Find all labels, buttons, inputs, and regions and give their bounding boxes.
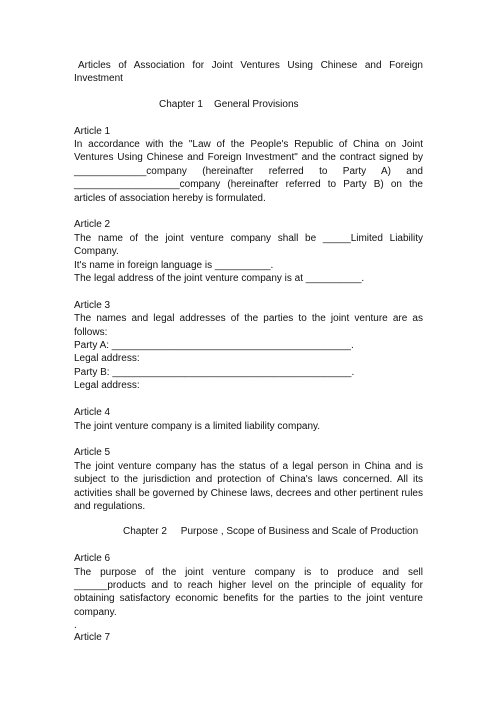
party-a-line: Party A: ___________________________________________. [74, 340, 354, 352]
chapter-1-heading: Chapter 1 General Provisions [159, 98, 299, 110]
article-intro: The names and legal addresses of the parties to the joint venture are as follows: [74, 313, 423, 338]
article-5 [74, 446, 423, 513]
document-title: Articles of Association for Joint Ventures Using Chinese and Foreign Investment [74, 60, 423, 85]
article-text: The purpose of the joint venture company is to produce and sell ______products and to reach higher level on the principle of equality for obtaining satisfactory economic benefits for the parties to the joint venture company. [74, 566, 423, 618]
article-heading: Article 1 [74, 125, 111, 137]
article-heading: Article 2 [74, 219, 111, 231]
article-text: In accordance with the "Law of the People's Republic of China on Joint Ventures Using Chinese and Foreign Investment" and the contract signed by _____________company (hereinafter referred to Party A) and ___________________company (hereinafter referred to Party B) on the articles of association hereby is formulated. [74, 139, 423, 204]
party-b-line: Party B: ___________________________________________. [74, 366, 355, 378]
article-3 [74, 299, 423, 393]
article-1 [74, 125, 423, 205]
article-4 [74, 406, 423, 433]
party-b-legal-address: Legal address: [74, 380, 140, 392]
chapter-2-heading: Chapter 2 Purpose , Scope of Business and Scale of Production [123, 526, 419, 538]
article-heading: Article 5 [74, 447, 111, 459]
party-a-legal-address: Legal address: [74, 353, 140, 365]
article-2 [74, 218, 423, 285]
legal-address-line: The legal address of the joint venture company is at __________. [74, 273, 365, 285]
article-text: The joint venture company has the status of a legal person in China and is subject to the jurisdiction and protection of China's laws concerned. All its activities shall be governed by Chinese laws, decrees and other pertinent rules and regulations. [74, 460, 423, 512]
article-7-heading: Article 7 [74, 632, 111, 644]
foreign-name-line: It's name in foreign language is __________. [74, 259, 274, 271]
article-heading: Article 6 [74, 553, 111, 565]
article-text: The joint venture company is a limited liability company. [74, 420, 321, 432]
stray-dot: . [74, 620, 77, 632]
article-6 [74, 552, 423, 644]
document-body [74, 59, 423, 645]
article-heading: Article 4 [74, 407, 111, 419]
company-name-line: The name of the joint venture company shall be _____Limited Liability Company. [74, 232, 423, 258]
article-heading: Article 3 [74, 299, 111, 311]
